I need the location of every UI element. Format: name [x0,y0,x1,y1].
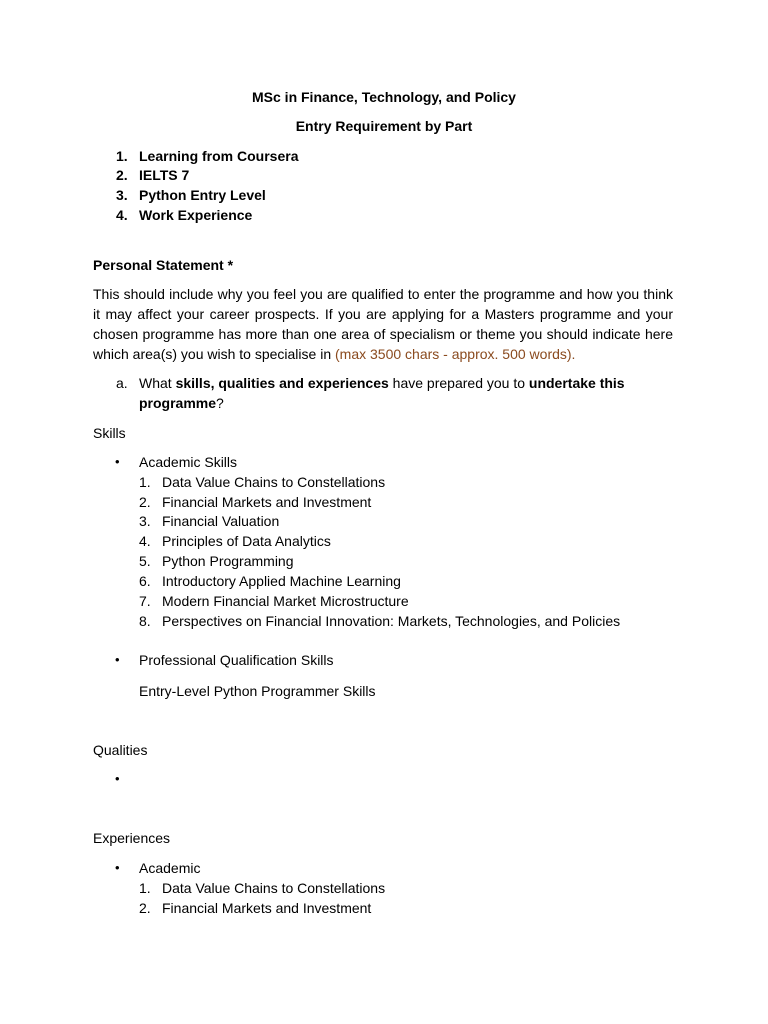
question-emphasis: programme [139,395,217,411]
skills-heading: Skills [93,425,126,441]
list-number: 2. [139,494,151,510]
personal-statement-heading: Personal Statement * [93,257,234,273]
list-number: 5. [139,553,151,569]
list-number: 3. [139,513,151,529]
list-number: 2. [139,900,151,916]
document-title: MSc in Finance, Technology, and Policy [252,89,516,105]
list-item: Perspectives on Financial Innovation: Markets, Technologies, and Policies [162,613,621,629]
list-number: 4. [139,533,151,549]
document-subtitle: Entry Requirement by Part [295,118,473,134]
question-text: What [139,375,176,391]
requirement-number: 2. [116,167,128,183]
question-label: a. [116,375,128,391]
list-item: Principles of Data Analytics [162,533,331,549]
requirement-number: 4. [116,207,128,223]
word-limit-note: (max 3500 chars - approx. 500 words). [335,346,576,362]
list-item: Modern Financial Market Microstructure [162,593,409,609]
question-text: have prepared you to [388,375,529,391]
question-text: ? [216,395,224,411]
list-number: 1. [139,474,151,490]
requirement-item: Learning from Coursera [139,148,299,164]
academic-skills-label: Academic Skills [139,454,238,470]
bullet: • [115,454,120,469]
question-line-2 [139,393,224,413]
requirement-number: 3. [116,187,128,203]
bullet: • [115,771,120,786]
bullet: • [115,860,120,875]
experiences-heading: Experiences [93,830,171,846]
professional-skills-label: Professional Qualification Skills [139,652,334,668]
list-number: 8. [139,613,151,629]
list-item: Introductory Applied Machine Learning [162,573,401,589]
experiences-academic-label: Academic [139,860,201,876]
personal-statement-text: This should include why you feel you are qualified to enter the programme and how you think it may affect your career prospects. If you are applying for a Masters programme and your chosen programme has more than one area of specialism or theme you should indicate here which area(s) you wish to specialise in [93,286,673,362]
list-item: Data Value Chains to Constellations [162,474,386,490]
list-item: Financial Markets and Investment [162,900,372,916]
question-emphasis: undertake this [528,375,625,391]
qualities-heading: Qualities [93,742,148,758]
list-item: Data Value Chains to Constellations [162,880,386,896]
question-line-1 [139,373,625,393]
list-item: Financial Markets and Investment [162,494,372,510]
question-emphasis: skills, qualities and experiences [175,375,389,391]
list-number: 7. [139,593,151,609]
personal-statement-body [93,284,673,364]
list-item: Financial Valuation [162,513,280,529]
requirement-item: Python Entry Level [139,187,266,203]
requirement-number: 1. [116,148,128,164]
requirement-item: IELTS 7 [139,167,190,183]
bullet: • [115,652,120,667]
list-number: 6. [139,573,151,589]
requirement-item: Work Experience [139,207,253,223]
professional-skills-text: Entry-Level Python Programmer Skills [139,683,376,699]
list-item: Python Programming [162,553,294,569]
list-number: 1. [139,880,151,896]
